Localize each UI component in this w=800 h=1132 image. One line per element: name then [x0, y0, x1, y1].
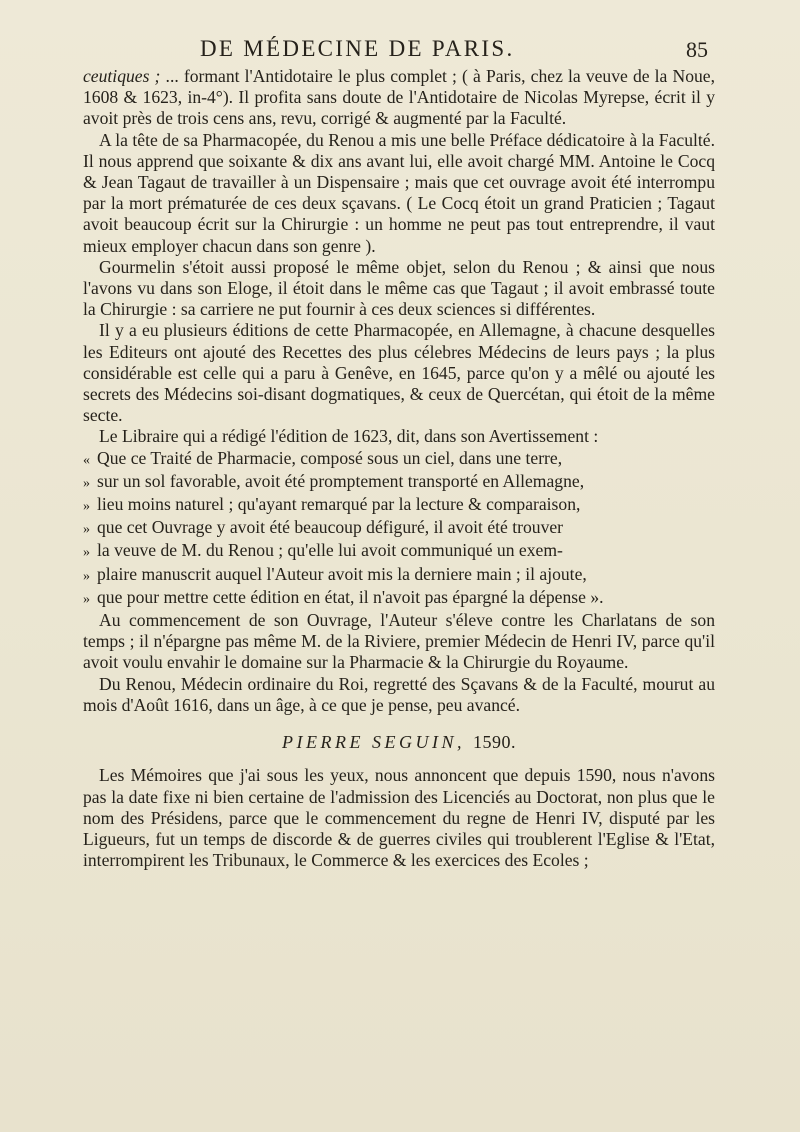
quote-text: lieu moins naturel ; qu'ayant remarqué par la lecture & comparaison,: [97, 494, 581, 515]
quote-line: [83, 564, 715, 587]
paragraph-7: Du Renou, Médecin ordinaire du Roi, regretté des Sçavans & de la Faculté, mourut au mois d'Août 1616, dans un âge, à ce que je pense, peu avancé.: [83, 673, 715, 715]
paragraph-1-text: ... formant l'Antidotaire le plus complet ; ( à Paris, chez la veuve de la Noue, 1608 & 1623, in-4°). Il profita sans doute de l'Antidotaire de Nicolas Myrepse, écrit il y avoit près de trois cens ans, revu, corrigé & augmenté par la Faculté.: [83, 66, 715, 129]
quote-line: [83, 587, 715, 610]
section-heading-year: 1590.: [472, 732, 516, 753]
quote-text: que pour mettre cette édition en état, il n'avoit pas épargné la dépense ».: [97, 586, 604, 607]
quote-mark: »: [83, 591, 90, 607]
running-title: DE MÉDECINE DE PARIS.: [200, 36, 515, 61]
quote-mark: «: [83, 452, 90, 468]
paragraph-6: Au commencement de son Ouvrage, l'Auteur s'éleve contre les Charlatans de son temps ; il n'épargne pas même M. de la Riviere, premier Médecin de Henri IV, parce qu'il avoit voulu envahir le domaine sur la Pharmacie & la Chirurgie du Royaume.: [83, 610, 715, 673]
page-number: 85: [686, 37, 708, 62]
quote-line: [83, 494, 715, 517]
quote-line: [83, 540, 715, 563]
paragraph-1-italic: ceutiques ;: [83, 66, 161, 86]
section-heading-name: PIERRE SEGUIN,: [282, 732, 465, 753]
paragraph-1: [83, 66, 715, 130]
quote-text: la veuve de M. du Renou ; qu'elle lui avoit communiqué un exem-: [97, 540, 563, 561]
quote-line: [83, 471, 715, 494]
quote-text: Que ce Traité de Pharmacie, composé sous un ciel, dans une terre,: [97, 447, 563, 468]
section-heading: [83, 732, 715, 753]
quote-line: [83, 517, 715, 540]
quote-mark: »: [83, 522, 90, 538]
quote-text: que cet Ouvrage y avoit été beaucoup défiguré, il avoit été trouver: [97, 517, 564, 538]
quote-text: sur un sol favorable, avoit été promptement transporté en Allemagne,: [97, 470, 585, 491]
quote-text: plaire manuscrit auquel l'Auteur avoit mis la derniere main ; il ajoute,: [97, 563, 587, 584]
quote-mark: »: [83, 475, 90, 491]
paragraph-4: Il y a eu plusieurs éditions de cette Pharmacopée, en Allemagne, à chacune desquelles les Editeurs ont ajouté des Recettes des plus célebres Médecins de leurs pays ; la plus considérable est celle qui a paru à Genêve, en 1645, parce qu'on y a mêlé ou ajouté les secrets des Médecins soi-disant dogmatiques, & ceux de Quercétan, qui étoit de la même secte.: [83, 320, 715, 426]
quote-line: [83, 448, 715, 471]
running-head: [80, 30, 708, 70]
paragraph-2: A la tête de sa Pharmacopée, du Renou a mis une belle Préface dédicatoire à la Faculté. Il nous apprend que soixante & dix ans avant lui, elle avoit chargé MM. Antoine le Cocq & Jean Tagaut de travailler à un Dispensaire ; mais que cet ouvrage avoit été interrompu par la mort prématurée de ces deux sçavans. ( Le Cocq étoit un grand Praticien ; Tagaut avoit beaucoup écrit sur la Chirurgie : un homme ne peut pas tout entreprendre, il vaut mieux employer chacun dans son genre ).: [83, 129, 715, 256]
paragraph-8: Les Mémoires que j'ai sous les yeux, nous annoncent que depuis 1590, nous n'avons pas la date fixe ni bien certaine de l'admission des Licenciés au Doctorat, non plus que le nom des Présidens, parce que le commencement du regne de Henri IV, disputé par les Ligueurs, fut un temps de discorde & de guerres civiles qui troublerent l'Eglise & l'Etat, interrompirent les Tribunaux, le Commerce & les exercices des Ecoles ;: [83, 765, 715, 871]
paragraph-3: Gourmelin s'étoit aussi proposé le même objet, selon du Renou ; & ainsi que nous l'avons vu dans son Eloge, il étoit dans le même cas que Tagaut ; il avoit embrassé toute la Chirurgie : sa carriere ne put fournir à ces deux sciences si différentes.: [83, 256, 715, 320]
quote-mark: »: [83, 499, 90, 515]
body-text: [83, 66, 715, 871]
quote-mark: »: [83, 568, 90, 584]
quote-mark: »: [83, 545, 90, 561]
paragraph-5: Le Libraire qui a rédigé l'édition de 1623, dit, dans son Avertissement :: [99, 426, 599, 447]
